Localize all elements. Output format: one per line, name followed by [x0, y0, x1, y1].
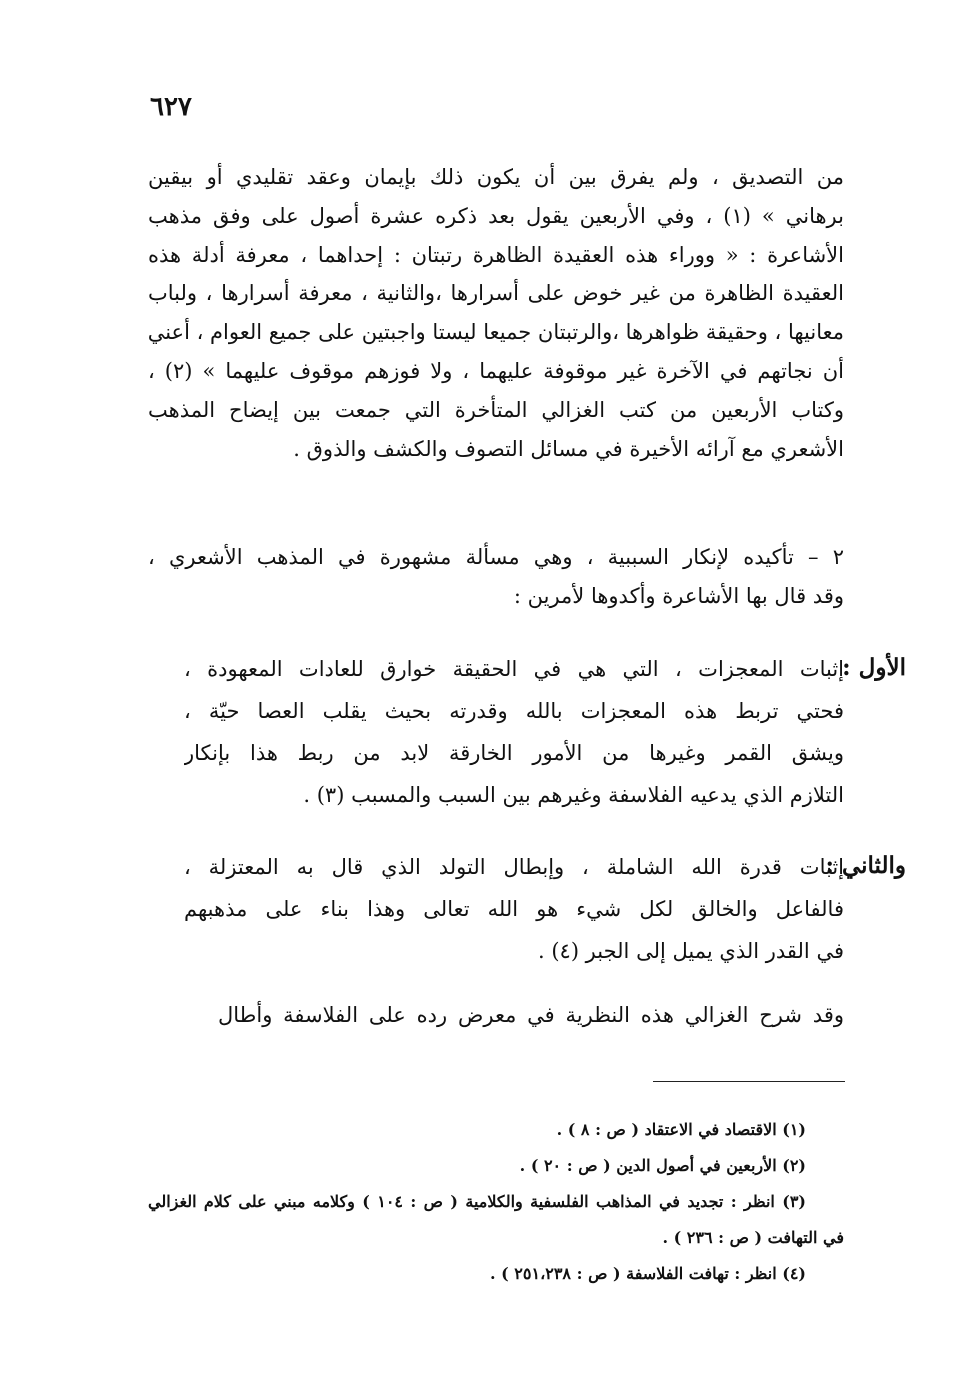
- closing-paragraph: [218, 996, 844, 1035]
- text-line: ٢ – تأكيده لإنكار السببية ، وهي مسألة مشهورة في المذهب الأشعري ،: [148, 545, 844, 569]
- footnotes: [148, 1112, 844, 1292]
- footnote-continuation: في التهافت ( ص : ٢٣٦ ) .: [662, 1228, 844, 1247]
- text-line: معانيها ، وحقيقة ظواهرها ،والرتبتان جميعا ليستا واجبتين على جميع العوام ، أعني: [148, 320, 844, 345]
- text-line: العقيدة الظاهرة من غير خوض على أسرارها ،والثانية ، معرفة أسرارها ، ولباب: [148, 281, 844, 306]
- text-line: وقد قال بها الأشاعرة وأكدوها لأمرين :: [513, 583, 844, 608]
- text-line: أن نجاتهم في الآخرة غير موقوفة عليهما ، ولا فوزهم موقوف عليهما » (٢) ،: [148, 358, 844, 383]
- text-line: في القدر الذي يميل إلى الجبر (٤) .: [537, 939, 844, 963]
- item-label: الأول :: [842, 654, 906, 681]
- text-line: الأشاعرة : « ووراء هذه العقيدة الظاهرة رتبتان : إحداهما ، معرفة أدلة هذه: [148, 242, 844, 267]
- footnote: (٤) انظر : تهافت الفلاسفة ( ص : ٢٥١،٢٣٨ ) .: [490, 1264, 806, 1283]
- text-line: وقد شرح الغزالي هذه النظرية في معرض رده على الفلاسفة وأطال: [218, 1003, 844, 1027]
- item-label: والثاني :: [825, 852, 906, 879]
- text-line: إثبات قدرة الله الشاملة ، وإبطال التولد الذي قال به المعتزلة ،: [184, 855, 844, 879]
- text-line: فحتي تربط هذه المعجزات بالله وقدرته بحيث يقلب العصا حيّة ،: [184, 699, 844, 723]
- footnote: (٣) انظر : تجديد في المذاهب الفلسفية والكلامية ( ص : ١٠٤ ) وكلامه مبني على كلام الغزالي: [148, 1192, 806, 1211]
- text-line: برهاني » (١) ، وفي الأربعين يقول بعد ذكره عشرة أصول على وفق مذهب: [148, 203, 844, 228]
- text-line: وكتاب الأربعين من كتب الغزالي المتأخرة التي جمعت بين إيضاح المذهب: [148, 397, 844, 422]
- footnote-divider: [653, 1081, 845, 1082]
- text-line: الأشعري مع آرائه الأخيرة في مسائل التصوف والكشف والذوق .: [293, 436, 844, 461]
- footnote: (١) الاقتصاد في الاعتقاد ( ص : ٨ ) .: [556, 1120, 806, 1139]
- paragraph-1: [148, 158, 844, 468]
- text-line: من التصديق ، ولم يفرق بين أن يكون ذلك بإيمان وعقد تقليدي أو بيقين: [148, 165, 844, 189]
- text-line: إثبات المعجزات ، التي هي في الحقيقة خوارق للعادات المعهودة ،: [184, 657, 844, 681]
- footnote: (٢) الأربعين في أصول الدين ( ص : ٢٠ ) .: [519, 1156, 806, 1175]
- list-item-second: [184, 846, 906, 972]
- text-line: التلازم الذي يدعيه الفلاسفة وغيرهم بين السبب والمسبب (٣) .: [303, 783, 844, 807]
- list-item-first: [184, 648, 906, 816]
- page-number: ٦٢٧: [150, 92, 192, 122]
- text-line: ويشق القمر وغيرها من الأمور الخارقة لابد من ربط هذا بإنكار: [184, 741, 844, 765]
- text-line: فالفاعل والخالق لكل شيء هو الله تعالى وهذا بناء على مذهبهم: [184, 897, 844, 921]
- paragraph-2: [148, 538, 844, 616]
